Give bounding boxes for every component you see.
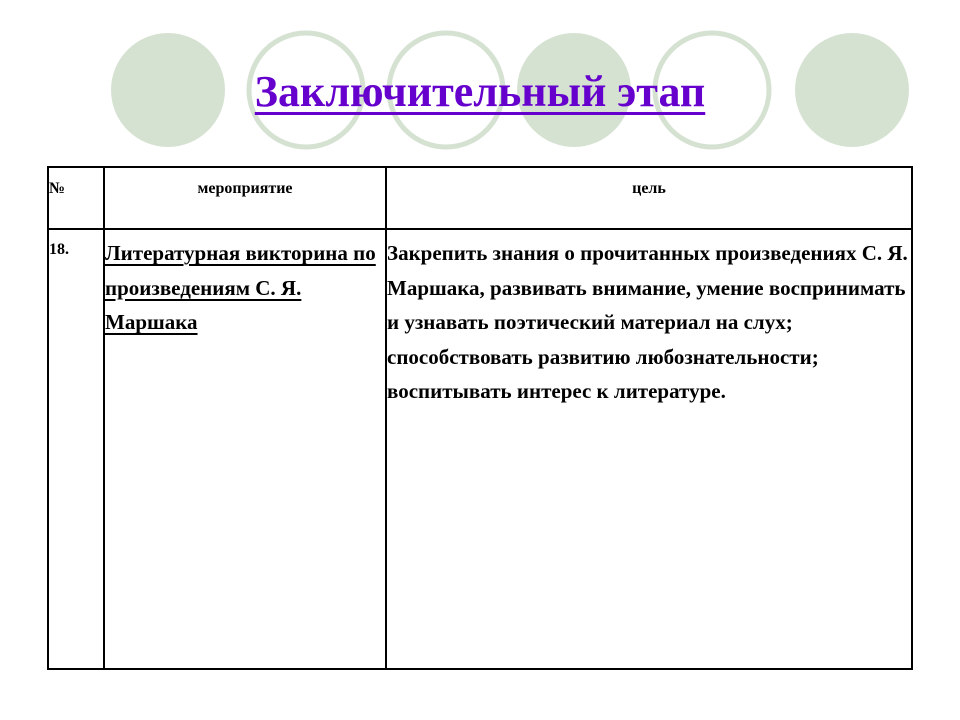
- stage-table: [47, 166, 913, 670]
- slide-title: Заключительный этап: [254, 67, 706, 116]
- row-goal: Закрепить знания о прочитанных произведениях С. Я. Маршака, развивать внимание, умение воспринимать и узнавать поэтический материал на слух; способствовать развитию любознательности; воспитывать интерес к литературе.: [386, 229, 912, 669]
- header-goal: цель: [386, 167, 912, 229]
- row-number: 18.: [48, 229, 104, 669]
- table-header-row: [48, 167, 912, 229]
- header-event: мероприятие: [104, 167, 386, 229]
- row-event-link[interactable]: Литературная викторина по произведениям С. Я. Маршака: [105, 241, 376, 334]
- row-event[interactable]: [104, 229, 386, 669]
- table-row: [48, 229, 912, 669]
- header-number: №: [48, 167, 104, 229]
